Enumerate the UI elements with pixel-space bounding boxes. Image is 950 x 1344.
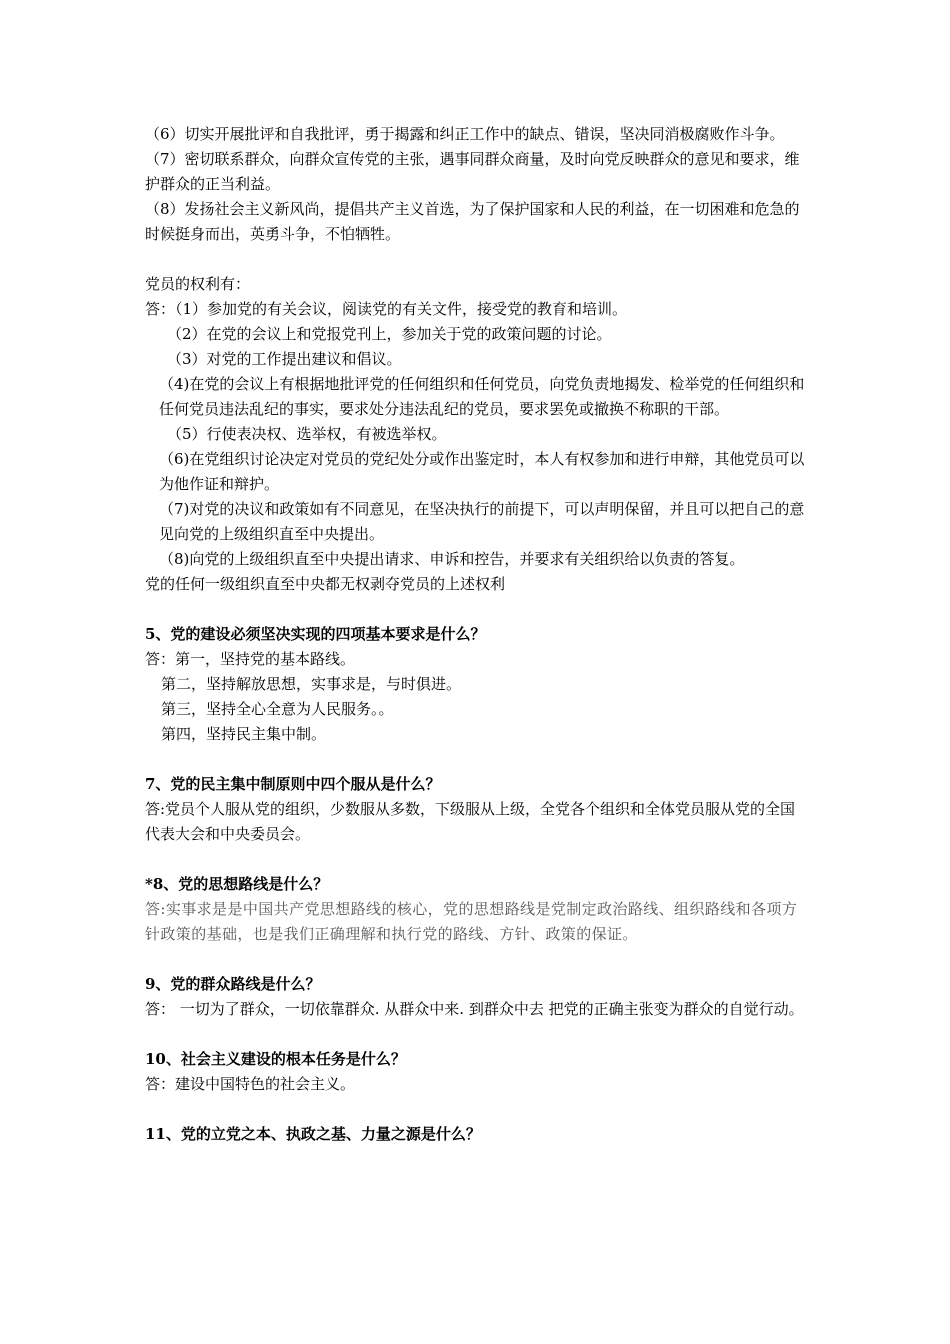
- rights-item: （3）对党的工作提出建议和倡议。: [167, 350, 402, 368]
- duty-item: （8）发扬社会主义新风尚，提倡共产主义首选，为了保护国家和人民的利益，在一切困难和危急的时候挺身而出，英勇斗争，不怕牺牲。: [145, 200, 800, 243]
- rights-item: （8)向党的上级组织直至中央提出请求、申诉和控告，并要求有关组织给以负责的答复。: [159, 550, 745, 568]
- answer-text: 答： 一切为了群众，一切依靠群众. 从群众中来. 到群众中去 把党的正确主张变为群众的自觉行动。: [145, 1000, 804, 1018]
- rights-heading: 党员的权利有：: [145, 275, 251, 293]
- question-title: 5、党的建设必须坚决实现的四项基本要求是什么？: [145, 625, 486, 643]
- rights-item: （4)在党的会议上有根据地批评党的任何组织和任何党员，向党负责地揭发、检举党的任何组织和任何党员违法乱纪的事实，要求处分违法乱纪的党员，要求罢免或撤换不称职的干部。: [159, 375, 805, 418]
- rights-item: （5）行使表决权、选举权，有被选举权。: [167, 425, 447, 443]
- answer-text: 答:实事求是是中国共产党思想路线的核心，党的思想路线是党制定政治路线、组织路线和各项方针政策的基础，也是我们正确理解和执行党的路线、方针、政策的保证。: [145, 900, 798, 943]
- question-title: 11、党的立党之本、执政之基、力量之源是什么？: [145, 1125, 481, 1143]
- rights-footer: 党的任何一级组织直至中央都无权剥夺党员的上述权利: [145, 575, 506, 593]
- document-page: [145, 122, 810, 1147]
- answer-text: 答:党员个人服从党的组织，少数服从多数，下级服从上级，全党各个组织和全体党员服从党的全国代表大会和中央委员会。: [145, 800, 796, 843]
- duty-item: （7）密切联系群众，向群众宣传党的主张，遇事同群众商量，及时向党反映群众的意见和要求，维护群众的正当利益。: [145, 150, 800, 193]
- answer-line: 第二，坚持解放思想，实事求是，与时俱进。: [161, 675, 462, 693]
- answer-line: 第四，坚持民主集中制。: [161, 725, 327, 743]
- answer-line: 第三，坚持全心全意为人民服务。。: [161, 700, 394, 718]
- question-title: 7、党的民主集中制原则中四个服从是什么？: [145, 775, 441, 793]
- answer-text: 答：建设中国特色的社会主义。: [145, 1075, 356, 1093]
- duty-item: （6）切实开展批评和自我批评，勇于揭露和纠正工作中的缺点、错误，坚决同消极腐败作斗争。: [145, 125, 785, 143]
- question-title: 10、社会主义建设的根本任务是什么？: [145, 1050, 406, 1068]
- question-title: 9、党的群众路线是什么？: [145, 975, 321, 993]
- answer-line: 答：第一，坚持党的基本路线。: [145, 650, 356, 668]
- rights-item: （7)对党的决议和政策如有不同意见，在坚决执行的前提下，可以声明保留，并且可以把自己的意见向党的上级组织直至中央提出。: [159, 500, 805, 543]
- rights-item: 答：（1）参加党的有关会议，阅读党的有关文件，接受党的教育和培训。: [145, 300, 628, 318]
- rights-item: （2）在党的会议上和党报党刊上，参加关于党的政策问题的讨论。: [167, 325, 612, 343]
- question-title: *8、党的思想路线是什么？: [145, 875, 329, 893]
- rights-item: （6)在党组织讨论决定对党员的党纪处分或作出鉴定时，本人有权参加和进行申辩，其他党员可以为他作证和辩护。: [159, 450, 805, 493]
